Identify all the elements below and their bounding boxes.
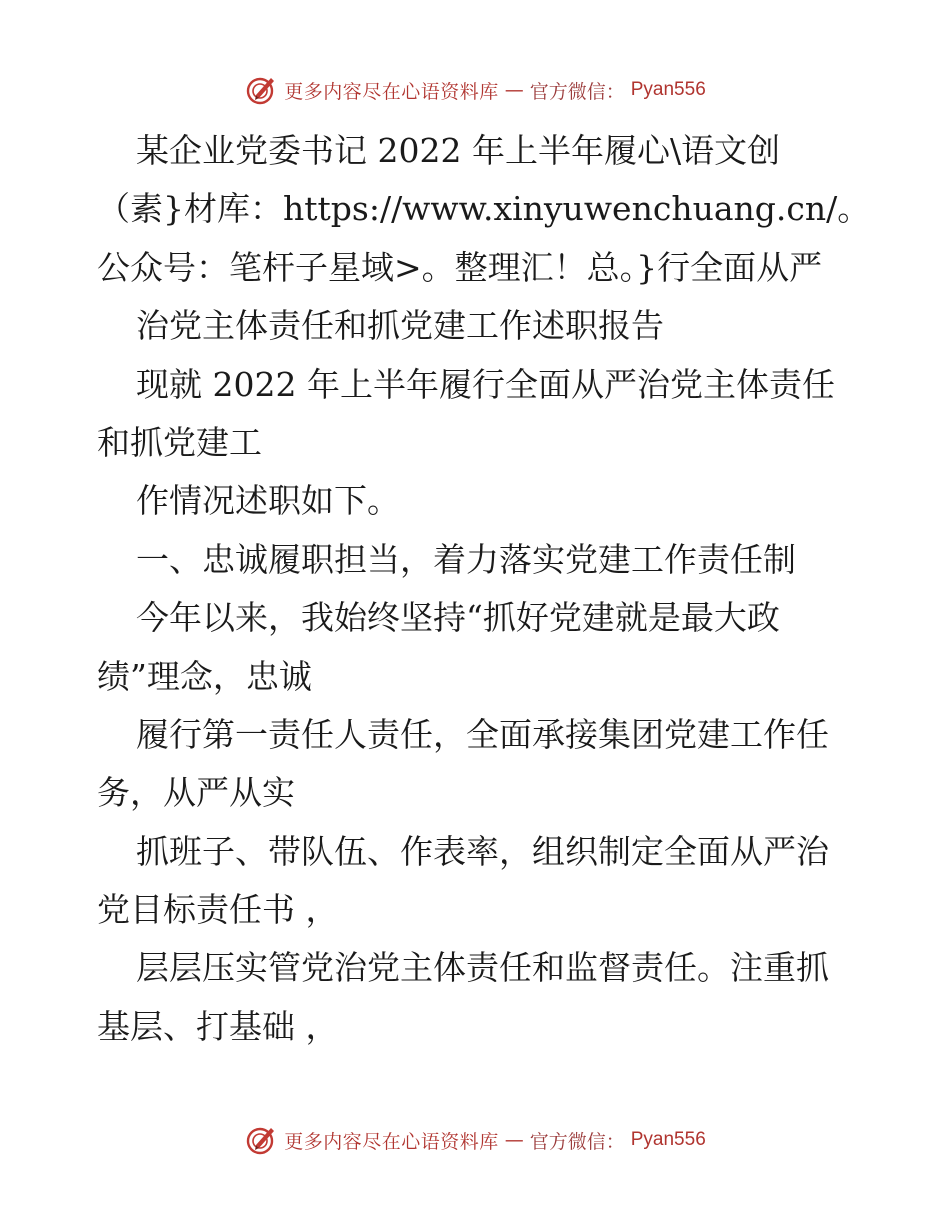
- pen-circle-logo-icon: [244, 73, 278, 107]
- text-line: 作情况述职如下。: [136, 481, 400, 521]
- banner-dash: —: [504, 1129, 524, 1151]
- footer-banner: [0, 1120, 950, 1160]
- pen-circle-logo-icon: [244, 1123, 278, 1157]
- text-line: 务，从严从实: [97, 773, 295, 813]
- text-line: 现就 2022 年上半年履行全面从严治党主体责任: [136, 364, 835, 404]
- banner-wechat-id: Pyan556: [630, 79, 706, 100]
- text-line: 今年以来，我始终坚持“抓好党建就是最大政: [136, 598, 780, 638]
- banner-wechat-id: Pyan556: [630, 1129, 706, 1150]
- text-line: 抓班子、带队伍、作表率，组织制定全面从严治: [136, 831, 829, 871]
- text-line: 履行第一责任人责任，全面承接集团党建工作任: [136, 714, 829, 754]
- text-line: （素}材库：https://www.xinyuwenchuang.cn/。: [97, 189, 871, 229]
- banner-official-label: 官方微信：: [529, 1130, 625, 1153]
- section-heading: 一、忠诚履职担当，着力落实党建工作责任制: [136, 539, 796, 579]
- document-body: [97, 122, 871, 1056]
- text-line: 党目标责任书 ，: [97, 890, 339, 930]
- banner-title: 更多内容尽在心语资料库: [284, 80, 499, 103]
- text-line: 公众号：笔杆子星域>。整理汇！总。}行全面从严: [97, 247, 823, 287]
- text-line: 层层压实管党治党主体责任和监督责任。注重抓: [136, 948, 829, 988]
- banner-dash: —: [504, 79, 524, 101]
- text-line: 和抓党建工: [97, 422, 262, 462]
- text-line: 某企业党委书记 2022 年上半年履心\语文创: [136, 131, 781, 170]
- text-line: 基层、打基础 ，: [97, 1006, 339, 1046]
- banner-official-label: 官方微信：: [529, 80, 625, 103]
- banner-title: 更多内容尽在心语资料库: [284, 1130, 499, 1153]
- text-line: 治党主体责任和抓党建工作述职报告: [136, 306, 664, 346]
- header-banner: [0, 70, 950, 110]
- text-line: 绩”理念，忠诚: [97, 656, 312, 696]
